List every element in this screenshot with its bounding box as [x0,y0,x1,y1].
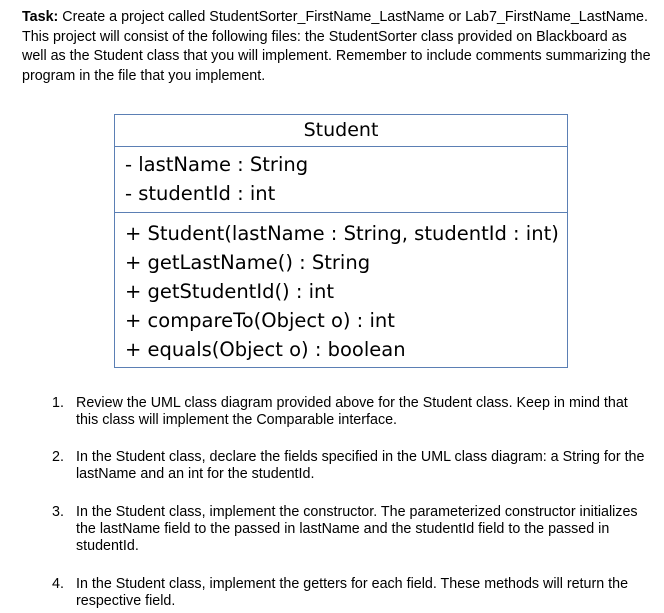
list-item [52,449,652,483]
list-item [52,395,652,429]
uml-method: + getStudentId() : int [125,280,335,303]
step-number: 1. [52,395,64,411]
uml-method: + equals(Object o) : boolean [125,338,406,361]
list-item [52,576,652,610]
uml-methods-section [115,213,567,367]
list-item [52,504,652,555]
uml-fields-section [115,147,567,213]
step-text: Review the UML class diagram provided above for the Student class. Keep in mind that this class will implement the Comparable interface. [76,395,628,428]
step-number: 3. [52,504,64,520]
step-text: In the Student class, declare the fields specified in the UML class diagram: a String for the lastName and an int for the studentId. [76,449,645,482]
task-label: Task: [22,9,59,25]
task-text: Create a project called StudentSorter_FirstName_LastName or Lab7_FirstName_LastName. This project will consist of the following files: the StudentSorter class provided on Blackboard as well as the Student class that you will implement. Remember to include comments summarizing the program in the file that you implement. [22,9,651,84]
uml-method: + getLastName() : String [125,251,371,274]
uml-field: - lastName : String [125,153,309,176]
steps-list [52,395,652,610]
step-number: 2. [52,449,64,465]
step-number: 4. [52,576,64,592]
task-paragraph [22,8,652,86]
uml-method: + compareTo(Object o) : int [125,309,395,332]
uml-class-name: Student [115,115,567,147]
step-text: In the Student class, implement the constructor. The parameterized constructor initializes the lastName field to the passed in lastName and the studentId field to the passed in studentId. [76,504,638,554]
uml-method: + Student(lastName : String, studentId : int) [125,222,559,245]
uml-class-diagram [114,114,568,368]
step-text: In the Student class, implement the getters for each field. These methods will return the respective field. [76,576,629,609]
uml-field: - studentId : int [125,182,276,205]
